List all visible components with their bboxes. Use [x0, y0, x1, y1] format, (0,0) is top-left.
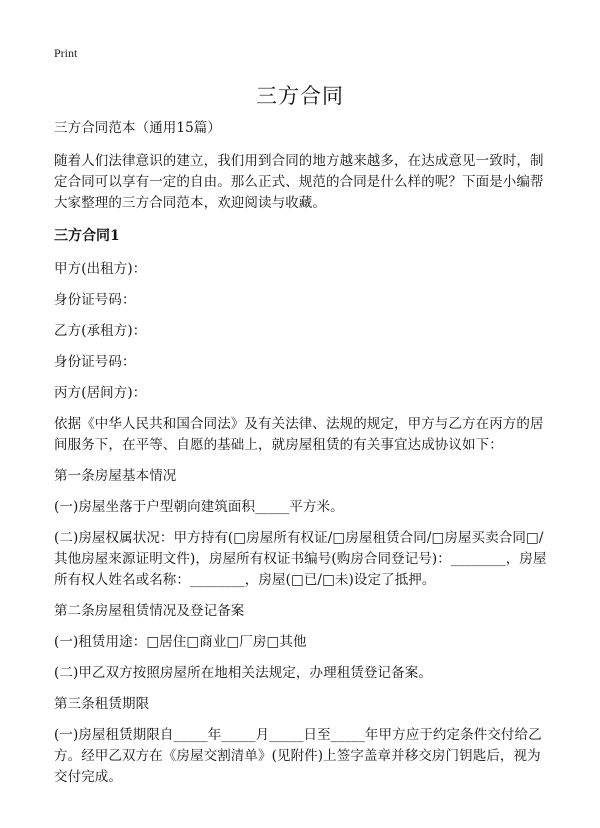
party-b-id-line: 身份证号码： [54, 354, 136, 370]
party-c-line: 丙方(居间方)： [54, 385, 147, 401]
document-title: 三方合同 [256, 84, 344, 108]
article-1-item-1: (一)房屋坐落于户型朝向建筑面积_____平方米。 [54, 499, 344, 515]
article-1-title: 第一条房屋基本情况 [54, 468, 177, 484]
intro-paragraph: 随着人们法律意识的建立，我们用到合同的地方越来越多，在达成意见一致时，制定合同可以享有一定的自由。那么正式、规范的合同是什么样的呢？下面是小编帮大家整理的三方合同范本，欢迎阅读与收藏。 [54, 153, 544, 211]
party-a-id-line: 身份证号码： [54, 292, 136, 308]
article-3-title: 第三条租赁期限 [54, 696, 150, 712]
document-body [54, 118, 548, 788]
article-1-item-2: (二)房屋权属状况：甲方持有(□房屋所有权证/□房屋租赁合同/□房屋买卖合同□/其他房屋来源证明文件)，房屋所有权证书编号(购房合同登记号)：________，房屋所有权人姓名或名称：________，房屋(□已/□未)设定了抵押。 [54, 530, 547, 588]
party-a-line: 甲方(出租方)： [54, 261, 147, 277]
print-link[interactable]: Print [54, 46, 78, 60]
document-subtitle: 三方合同范本（通用15篇） [54, 120, 221, 136]
article-2-item-1: (一)租赁用途：□居住□商业□厂房□其他 [54, 634, 307, 650]
article-3-item-1: (一)房屋租赁期限自_____年_____月_____日至_____年甲方应于约定条件交付给乙方。经甲乙双方在《房屋交割清单》(见附件)上签字盖章并移交房门钥匙后，视为交付完成。 [54, 727, 542, 785]
party-b-line: 乙方(承租方)： [54, 323, 147, 339]
basis-paragraph: 依据《中华人民共和国合同法》及有关法律、法规的规定，甲方与乙方在丙方的居间服务下，在平等、自愿的基础上，就房屋租赁的有关事宜达成协议如下： [54, 416, 544, 453]
section-heading: 三方合同1 [54, 228, 120, 244]
article-2-title: 第二条房屋租赁情况及登记备案 [54, 603, 245, 619]
article-2-item-2: (二)甲乙双方按照房屋所在地相关法规定，办理租赁登记备案。 [54, 665, 432, 681]
